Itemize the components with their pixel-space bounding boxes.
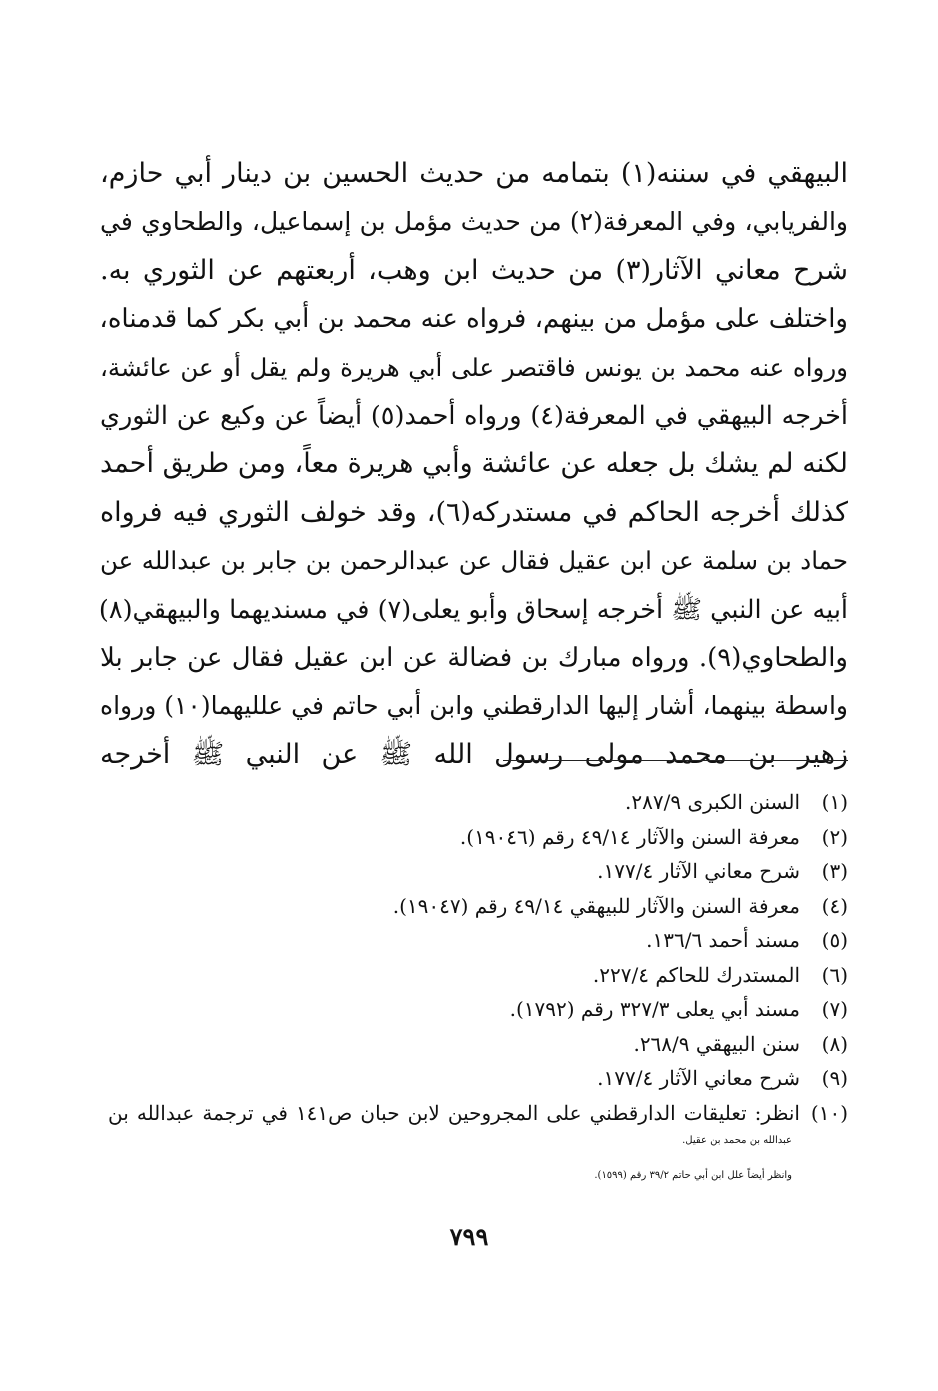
footnote-item [100,790,848,825]
footnote-text: المستدرك للحاكم ٢٢٧/٤. [592,962,800,987]
footnote-item [100,1032,848,1067]
footnote-item [100,859,848,894]
body-line: ورواه عنه محمد بن يونس فاقتصر على أبي هريرة ولم يقل أو عن عائشة، [100,352,848,382]
footnote-text: معرفة السنن والآثار للبيهقي ٤٩/١٤ رقم (١٩٠٤٧). [392,893,800,918]
body-line: والفريابي، وفي المعرفة(٢) من حديث مؤمل بن إسماعيل، والطحاوي في [100,207,849,237]
footnote-divider [503,760,848,761]
footnote-text: سنن البيهقي ٢٦٨/٩. [633,1031,800,1056]
body-line: واسطة بينهما، أشار إليها الدارقطني وابن أبي حاتم في علليهما(١٠) ورواه [100,691,849,721]
body-line: أبيه عن النبي ﷺ أخرجه إسحاق وأبو يعلى(٧) في مسنديهما والبيهقي(٨) [98,594,848,625]
body-line: كذلك أخرجه الحاكم في مستدركه(٦)، وقد خولف الثوري فيه فرواه [100,496,849,528]
footnote-item [100,963,848,998]
footnote-item [100,1101,848,1136]
footnote-number: (٤) [821,893,848,918]
body-line: أخرجه البيهقي في المعرفة(٤) ورواه أحمد(٥) أيضاً عن وكيع عن الثوري [100,401,848,432]
footnote-number: (٣) [821,859,848,883]
body-line: والطحاوي(٩). ورواه مبارك بن فضالة عن ابن عقيل فقال عن جابر بلا [100,643,848,674]
footnote-number: (٧) [821,997,848,1021]
body-line: شرح معاني الآثار(٣) من حديث ابن وهب، أربعتهم عن الثوري به. [100,254,849,286]
body-line: زهير بن محمد مولى رسول الله ﷺ عن النبي ﷺ أخرجه [100,738,848,770]
footnote-item [100,894,848,929]
footnote-number: (٨) [821,1031,848,1056]
footnote-number: (١) [821,790,848,814]
footnote-text: معرفة السنن والآثار ٤٩/١٤ رقم (١٩٠٤٦). [459,824,800,849]
footnote-item [100,928,848,963]
footnote-number: (٦) [821,962,848,987]
footnote-text: شرح معاني الآثار ١٧٧/٤. [597,1066,800,1090]
body-line: البيهقي في سننه(١) بتمامه من حديث الحسين بن دينار أبي حازم، [100,158,848,189]
footnote-continuation: عبدالله بن محمد بن عقيل. [682,1135,792,1146]
footnote-text: السنن الكبرى ٢٨٧/٩. [625,790,800,814]
footnotes [100,790,848,1204]
footnote-text: انظر: تعليقات الدارقطني على المجروحين لابن حبان ص١٤١ في ترجمة عبدالله بن [108,1100,800,1125]
footnote-number: (٢) [821,824,848,849]
body-line: واختلف على مؤمل من بينهم، فرواه عنه محمد بن أبي بكر كما قدمناه، [99,304,848,335]
page-number: ٧٩٩ [449,1222,489,1251]
footnote-number: (١٠) [810,1100,848,1125]
footnote-item [100,1066,848,1101]
body-text [100,150,848,779]
footnote-text: مسند أحمد ١٣٦/٦. [646,928,800,952]
footnote-continuation: وانظر أيضاً علل ابن أبي حاتم ٣٩/٢ رقم (١٥٩٩). [594,1169,792,1181]
footnote-number: (٩) [821,1066,848,1090]
body-line: حماد بن سلمة عن ابن عقيل فقال عن عبدالرحمن بن جابر بن عبدالله عن [100,546,848,576]
footnote-text: مسند أبي يعلى ٣٢٧/٣ رقم (١٧٩٢). [509,997,800,1021]
footnote-number: (٥) [821,928,848,952]
footnote-text: شرح معاني الآثار ١٧٧/٤. [597,859,800,883]
body-line: لكنه لم يشك بل جعله عن عائشة وأبي هريرة معاً، ومن طريق أحمد [100,448,848,480]
footnote-item [100,825,848,860]
footnote-item [100,997,848,1032]
